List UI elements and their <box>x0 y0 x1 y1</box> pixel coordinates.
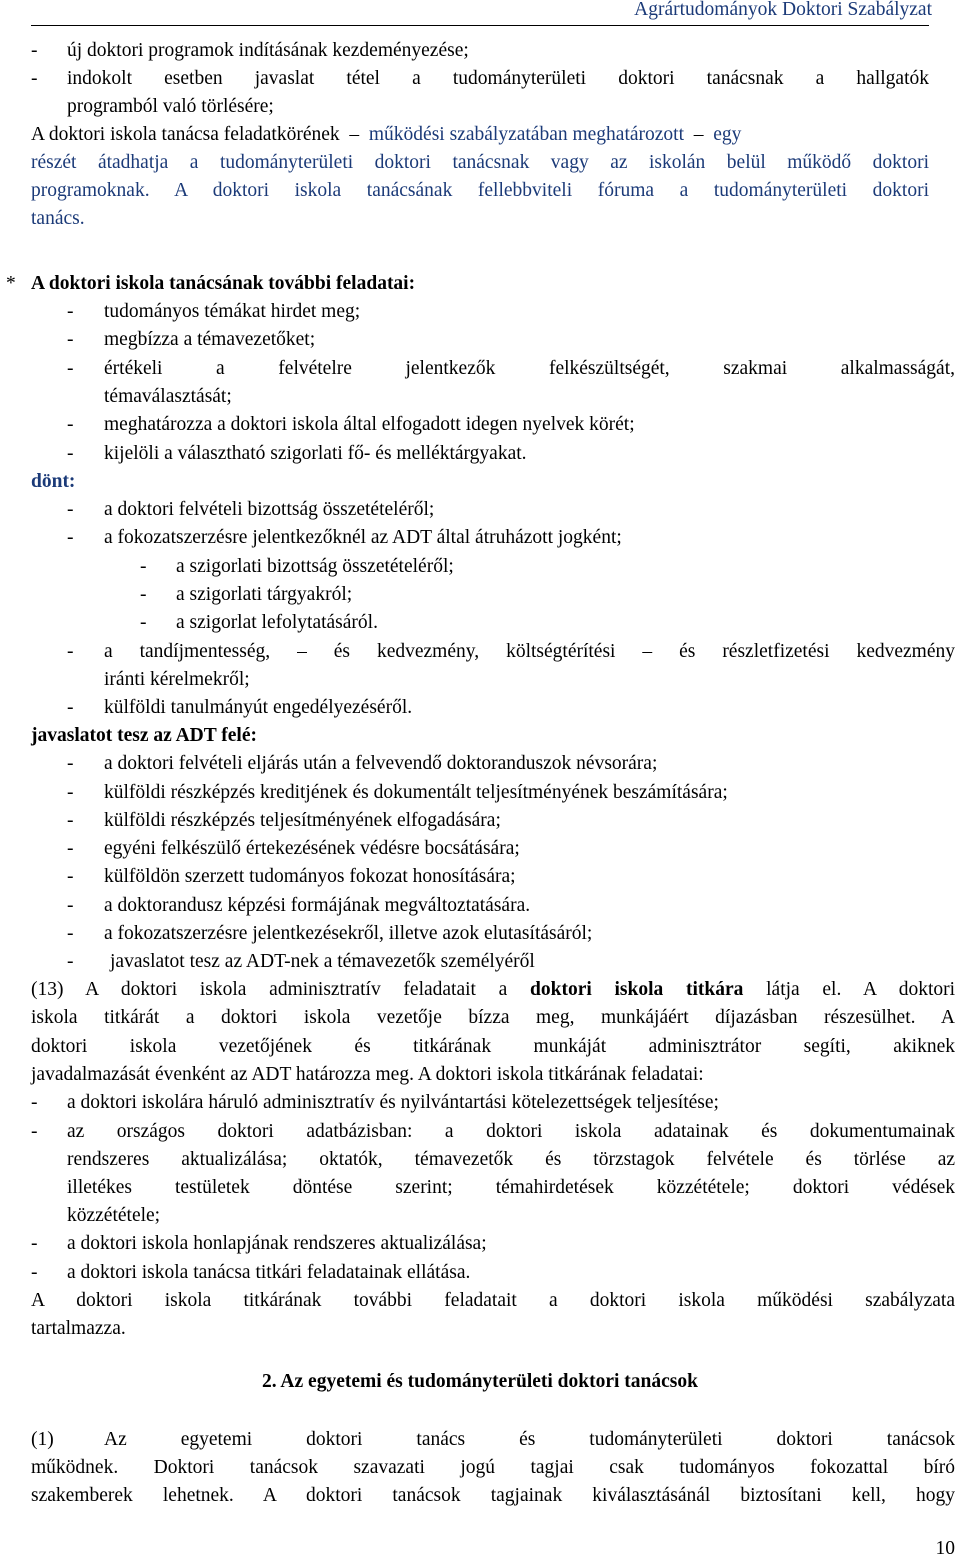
tasks-heading: A doktori iskola tanácsának további feladatai: <box>31 273 416 294</box>
secretary-item: a doktori iskola honlapjának rendszeres aktualizálása; <box>67 1233 487 1254</box>
proposes-item: a doktorandusz képzési formájának megváltoztatására. <box>104 895 531 916</box>
em-dash: – <box>688 124 709 145</box>
dash: - <box>31 40 38 61</box>
dash: - <box>140 556 147 577</box>
intro-paragraph-line <box>31 121 741 149</box>
secretary-item-cont: rendszeres aktualizálása; oktatók, témavezetők és törzstagok felvétele és törlése az <box>67 1149 955 1170</box>
running-header: Agrártudományok Doktori Szabályzat <box>634 0 932 20</box>
proposes-item: külföldi részképzés teljesítményének elfogadására; <box>104 810 501 831</box>
dash: - <box>67 329 74 350</box>
secretary-item: a doktori iskolára háruló adminisztratív és nyilvántartási kötelezettségek teljesítése; <box>67 1092 719 1113</box>
decides-subitem: a szigorlati tárgyakról; <box>176 584 353 605</box>
dash: - <box>31 1121 38 1142</box>
secretary-item-cont: közzététele; <box>67 1205 161 1226</box>
decides-heading: dönt: <box>31 471 76 492</box>
intro-bullet-2: indokolt esetben javaslat tétel a tudományterületi doktori tanácsnak a hallgatók <box>67 68 929 89</box>
section-heading <box>0 1368 960 1396</box>
proposes-item: külföldi részképzés kreditjének és dokumentált teljesítményének beszámítására; <box>104 782 728 803</box>
section-title: Az egyetemi és tudományterületi doktori tanácsok <box>280 1371 698 1392</box>
secretary-closing: A doktori iskola titkárának további feladatait a doktori iskola működési szabályzata <box>31 1290 955 1311</box>
dash: - <box>140 584 147 605</box>
dash: - <box>67 641 74 662</box>
intro-bullet-2-cont: programból való törlésére; <box>67 96 274 117</box>
paragraph-number: (1) <box>31 1429 54 1450</box>
section2-paragraph-line: Az egyetemi doktori tanács és tudományterületi doktori tanácsok <box>104 1429 955 1450</box>
dash: - <box>67 838 74 859</box>
em-dash: – <box>344 124 365 145</box>
secretary-text: (13) A doktori iskola adminisztratív feladatait a <box>31 979 508 1000</box>
proposes-item: a fokozatszerzésre jelentkezésekről, illetve azok elutasításáról; <box>104 923 593 944</box>
secretary-line <box>31 976 955 1004</box>
intro-text: A doktori iskola tanácsa feladatkörének <box>31 124 340 145</box>
secretary-closing-cont: tartalmazza. <box>31 1318 126 1339</box>
proposes-item: egyéni felkészülő értekezésének védésre bocsátására; <box>104 838 520 859</box>
asterisk-marker: * <box>6 273 16 294</box>
dash: - <box>67 951 74 972</box>
section-number: 2. <box>261 1371 277 1392</box>
dash: - <box>67 810 74 831</box>
dash: - <box>67 301 74 322</box>
secretary-item: az országos doktori adatbázisban: a doktori iskola adatainak és dokumentumainak <box>67 1121 955 1142</box>
task-item: értékeli a felvételre jelentkezők felkészültségét, szakmai alkalmasságát, <box>104 358 955 379</box>
dash: - <box>67 697 74 718</box>
dash: - <box>67 358 74 379</box>
dash: - <box>31 1092 38 1113</box>
dash: - <box>67 895 74 916</box>
proposes-item: javaslatot tesz az ADT-nek a témavezetők személyéről <box>110 951 535 972</box>
secretary-item: a doktori iskola tanácsa titkári feladatainak ellátása. <box>67 1262 471 1283</box>
dash: - <box>31 1262 38 1283</box>
dash: - <box>67 782 74 803</box>
dash: - <box>67 527 74 548</box>
page-number: 10 <box>935 1538 955 1559</box>
header-rule <box>31 25 929 26</box>
intro-text-blue: egy <box>713 124 742 145</box>
proposes-item: a doktori felvételi eljárás után a felvevendő doktoranduszok névsorára; <box>104 753 658 774</box>
task-item: kijelöli a választható szigorlati fő- és melléktárgyakat. <box>104 443 527 464</box>
secretary-text: látja el. A doktori <box>766 979 956 1000</box>
intro-paragraph-line: programoknak. A doktori iskola tanácsának fellebbviteli fóruma a tudományterületi doktori <box>31 180 929 201</box>
task-item: meghatározza a doktori iskola által elfogadott idegen nyelvek körét; <box>104 414 635 435</box>
dash: - <box>67 499 74 520</box>
task-item: tudományos témákat hirdet meg; <box>104 301 361 322</box>
secretary-item-cont: illetékes testületek döntése szerint; témahirdetések közzététele; doktori védések <box>67 1177 955 1198</box>
dash: - <box>67 443 74 464</box>
decides-item: külföldi tanulmányút engedélyezéséről. <box>104 697 413 718</box>
secretary-role: doktori iskola titkára <box>530 979 744 1000</box>
decides-subitem: a szigorlati bizottság összetételéről; <box>176 556 454 577</box>
decides-subitem: a szigorlat lefolytatásáról. <box>176 612 378 633</box>
proposes-heading: javaslatot tesz az ADT felé: <box>31 725 257 746</box>
dash: - <box>31 1233 38 1254</box>
dash: - <box>140 612 147 633</box>
dash: - <box>67 753 74 774</box>
intro-paragraph-line: részét átadhatja a tudományterületi doktori tanácsnak vagy az iskolán belül működő doktori <box>31 152 929 173</box>
decides-item: a tandíjmentesség, – és kedvezmény, költségtérítési – és részletfizetési kedvezmény <box>104 641 955 662</box>
intro-bullet-1: új doktori programok indításának kezdeményezése; <box>67 40 469 61</box>
task-item: megbízza a témavezetőket; <box>104 329 316 350</box>
secretary-line: javadalmazását évenként az ADT határozza meg. A doktori iskola titkárának feladatai: <box>31 1064 704 1085</box>
dash: - <box>67 866 74 887</box>
section2-paragraph-line: szakemberek lehetnek. A doktori tanácsok tagjainak kiválasztásánál biztosítani kell, hogy <box>31 1485 955 1506</box>
secretary-line: iskola titkárát a doktori iskola vezetője bízza meg, munkájáért díjazásban részesülhet. A <box>31 1007 955 1028</box>
task-item-cont: témaválasztását; <box>104 386 232 407</box>
decides-item: a doktori felvételi bizottság összetételéről; <box>104 499 435 520</box>
proposes-item: külföldön szerzett tudományos fokozat honosítására; <box>104 866 516 887</box>
decides-item: a fokozatszerzésre jelentkezőknél az ADT által átruházott jogként; <box>104 527 622 548</box>
secretary-line: doktori iskola vezetőjének és titkárának munkáját adminisztrátor segíti, akiknek <box>31 1036 955 1057</box>
dash: - <box>67 414 74 435</box>
decides-item-cont: iránti kérelmekről; <box>104 669 250 690</box>
section2-paragraph-line: működnek. Doktori tanácsok szavazati jogú tagjai csak tudományos fokozattal bíró <box>31 1457 955 1478</box>
dash: - <box>31 68 38 89</box>
intro-text-blue: működési szabályzatában meghatározott <box>368 124 685 145</box>
dash: - <box>67 923 74 944</box>
intro-paragraph-line: tanács. <box>31 208 85 229</box>
